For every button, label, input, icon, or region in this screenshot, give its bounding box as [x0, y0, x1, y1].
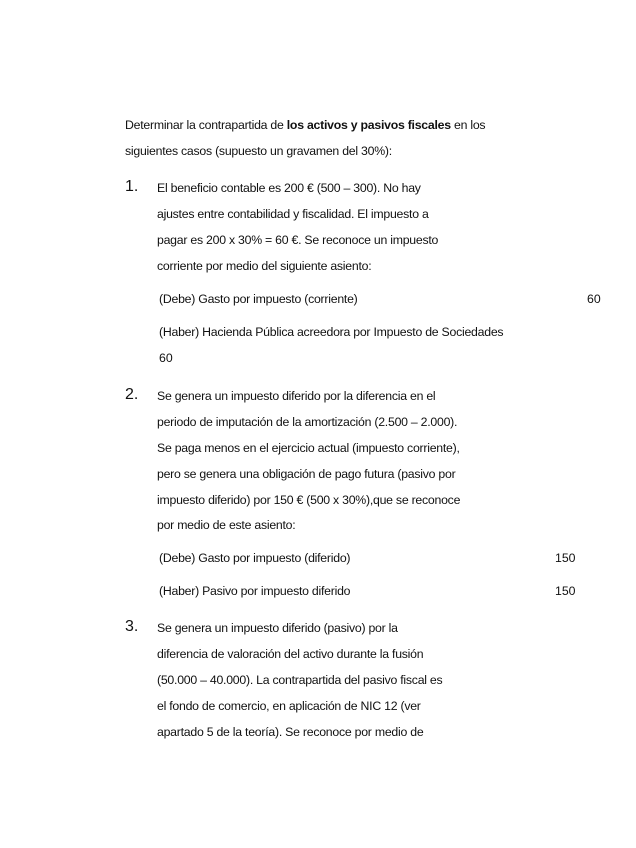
item3-line: apartado 5 de la teoría). Se reconoce por medio de [157, 725, 424, 739]
item1-line: corriente por medio del siguiente asiento: [157, 259, 372, 273]
item2-line: Se paga menos en el ejercicio actual (impuesto corriente), [157, 441, 460, 455]
entry-amount: 60 [159, 351, 173, 365]
item2-line: periodo de imputación de la amortización (2.500 – 2.000). [157, 415, 458, 429]
intro-bold-term: los activos y pasivos fiscales [286, 118, 451, 132]
list-number-2: 2. [125, 386, 139, 403]
item1-line: El beneficio contable es 200 € (500 – 300). No hay [157, 181, 421, 195]
entry-amount: 60 [587, 292, 601, 306]
entry-amount: 150 [555, 551, 576, 565]
item2-line: pero se genera una obligación de pago futura (pasivo por [157, 467, 456, 481]
journal-entry-credit: (Haber) Pasivo por impuesto diferido [159, 584, 351, 598]
item1-line: ajustes entre contabilidad y fiscalidad. El impuesto a [157, 207, 429, 221]
journal-entry-credit: (Haber) Hacienda Pública acreedora por Impuesto de Sociedades [159, 325, 504, 339]
entry-amount: 150 [555, 584, 576, 598]
item3-line: el fondo de comercio, en aplicación de NIC 12 (ver [157, 699, 421, 713]
journal-entry-debit: (Debe) Gasto por impuesto (diferido) [159, 551, 351, 565]
intro-prefix: Determinar la contrapartida de [125, 118, 284, 132]
item3-line: (50.000 – 40.000). La contrapartida del pasivo fiscal es [157, 673, 443, 687]
item2-line: impuesto diferido) por 150 € (500 x 30%),que se reconoce [157, 493, 461, 507]
item2-line: por medio de este asiento: [157, 518, 296, 532]
intro-line-2: siguientes casos (supuesto un gravamen del 30%): [125, 144, 392, 158]
list-number-3: 3. [125, 618, 139, 635]
intro-suffix: en los [454, 118, 486, 132]
item1-line: pagar es 200 x 30% = 60 €. Se reconoce un impuesto [157, 233, 439, 247]
list-number-1: 1. [125, 178, 139, 195]
journal-entry-debit: (Debe) Gasto por impuesto (corriente) [159, 292, 358, 306]
item3-line: Se genera un impuesto diferido (pasivo) por la [157, 621, 398, 635]
item2-line: Se genera un impuesto diferido por la diferencia en el [157, 389, 436, 403]
item3-line: diferencia de valoración del activo durante la fusión [157, 647, 424, 661]
intro-line-1 [125, 117, 485, 133]
